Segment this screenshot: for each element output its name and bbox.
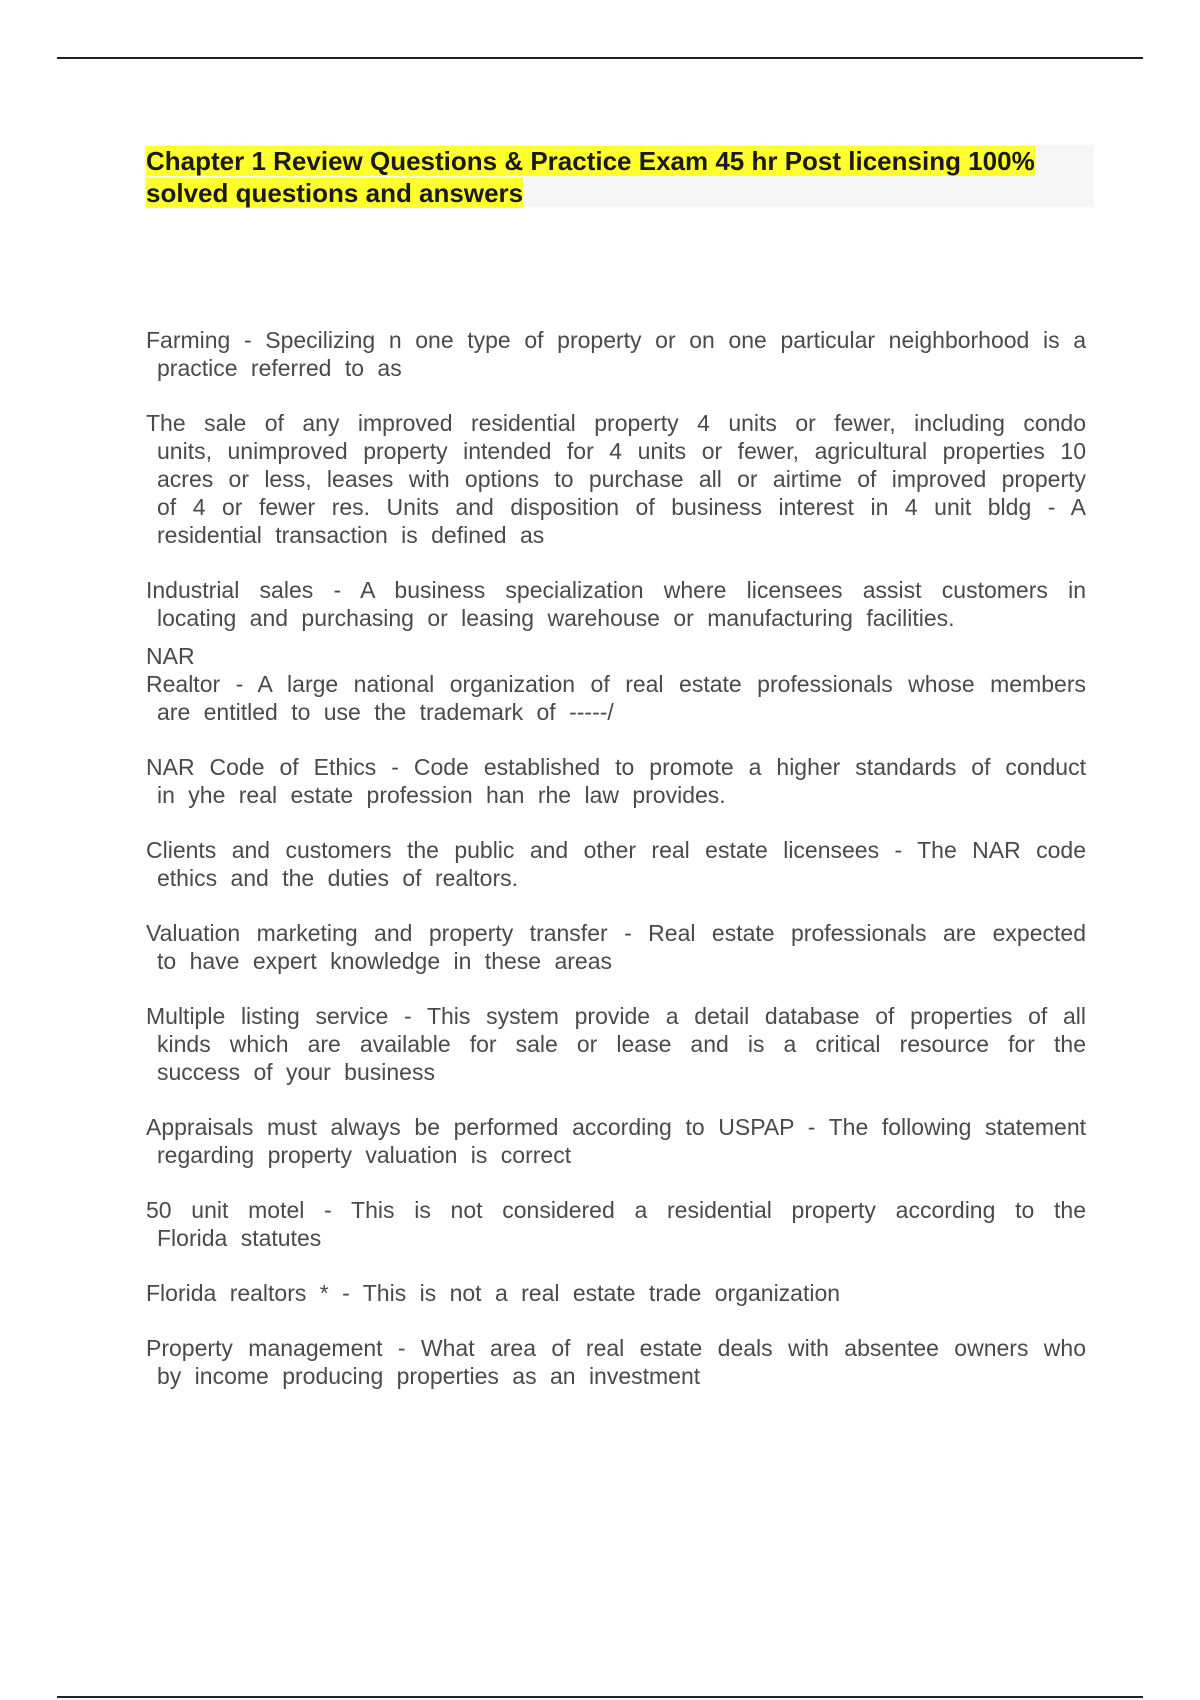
- question-entry-valuation: Valuation marketing and property transfer - Real estate professionals are expected to have expert knowledge in these areas: [146, 920, 1086, 974]
- question-entry-appraisals: Appraisals must always be performed according to USPAP - The following statement regarding property valuation is correct: [146, 1114, 1086, 1168]
- question-entry-florida-realtors: Florida realtors * - This is not a real estate trade organization: [146, 1280, 841, 1306]
- question-entry-clients-and-customers: Clients and customers the public and other real estate licensees - The NAR code ethics and the duties of realtors.: [146, 837, 1086, 891]
- question-entry-mls: Multiple listing service - This system provide a detail database of properties of all kinds which are available for sale or lease and is a critical resource for the success of your business: [146, 1003, 1086, 1085]
- question-entry-farming: Farming - Specilizing n one type of property or on one particular neighborhood is a practice referred to as: [146, 327, 1086, 381]
- question-entry-residential-transaction: The sale of any improved residential property 4 units or fewer, including condo units, unimproved property intended for 4 units or fewer, agricultural properties 10 acres or less, leases with options to purchase all or airtime of improved property of 4 or fewer res. Units and disposition of business interest in 4 unit bldg - A residential transaction is defined as: [146, 410, 1086, 548]
- document-title: [146, 145, 1086, 209]
- question-entry-nar-code-of-ethics: NAR Code of Ethics - Code established to promote a higher standards of conduct in yhe real estate profession han rhe law provides.: [146, 754, 1086, 808]
- question-entry-motel: 50 unit motel - This is not considered a residential property according to the Florida statutes: [146, 1197, 1086, 1251]
- question-entry-property-management: Property management - What area of real estate deals with absentee owners who by income producing properties as an investment: [146, 1335, 1086, 1389]
- question-list: [146, 326, 1086, 1417]
- question-entry-realtor: Realtor - A large national organization of real estate professionals whose members are entitled to use the trademark of -----/: [146, 671, 1086, 725]
- question-entry-industrial-sales: Industrial sales - A business specialization where licensees assist customers in locating and purchasing or leasing warehouse or manufacturing facilities.: [146, 577, 1086, 631]
- title-highlight: Chapter 1 Review Questions & Practice Exam 45 hr Post licensing 100% solved questions and answers: [146, 146, 1035, 208]
- question-entry-nar: NAR: [146, 643, 195, 669]
- top-rule: [57, 57, 1143, 59]
- bottom-rule: [57, 1696, 1143, 1698]
